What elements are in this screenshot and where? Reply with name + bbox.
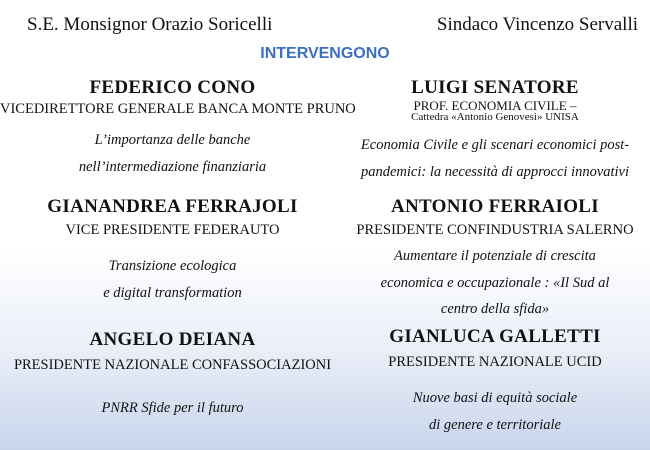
topic-line: economica e occupazionale : «Il Sud al bbox=[380, 274, 610, 291]
speaker-role: PRESIDENTE NAZIONALE UCID bbox=[388, 354, 602, 370]
speaker-role: PRESIDENTE CONFINDUSTRIA SALERNO bbox=[356, 222, 634, 238]
speaker-topic bbox=[340, 385, 650, 438]
speaker-name: GIANLUCA GALLETTI bbox=[389, 326, 601, 347]
header-right-guest: Sindaco Vincenzo Servalli bbox=[436, 14, 638, 35]
topic-line: Aumentare il potenziale di crescita bbox=[394, 248, 596, 264]
speaker-name: GIANANDREA FERRAJOLI bbox=[47, 196, 298, 217]
topic-line: pandemici: la necessità di approcci innovativi bbox=[360, 163, 630, 180]
speaker-name: FEDERICO CONO bbox=[89, 77, 256, 98]
header-left-guest: S.E. Monsignor Orazio Soricelli bbox=[27, 14, 273, 35]
speaker-role: VICEDIRETTORE GENERALE BANCA MONTE PRUNO bbox=[0, 101, 356, 117]
speaker-role: PROF. ECONOMIA CIVILE – bbox=[413, 98, 577, 113]
speaker-topic bbox=[0, 395, 345, 422]
speaker-role: VICE PRESIDENTE FEDERAUTO bbox=[65, 222, 280, 238]
topic-line: Transizione ecologica bbox=[108, 258, 237, 274]
speaker-topic bbox=[340, 243, 650, 323]
topic-line: e digital transformation bbox=[103, 284, 242, 301]
speaker-affiliation: Cattedra «Antonio Genovesi» UNISA bbox=[411, 111, 579, 123]
topic-line: di genere e territoriale bbox=[429, 416, 561, 433]
topic-line: Economia Civile e gli scenari economici post- bbox=[360, 137, 630, 153]
speaker-topic bbox=[0, 253, 345, 306]
speaker-name: LUIGI SENATORE bbox=[411, 77, 579, 98]
speaker-name: ANTONIO FERRAIOLI bbox=[391, 196, 599, 217]
topic-line: L’importanza delle banche bbox=[94, 132, 251, 148]
topic-line: PNRR Sfide per il futuro bbox=[101, 400, 244, 416]
speaker-name: ANGELO DEIANA bbox=[89, 329, 256, 350]
speaker-topic bbox=[0, 127, 345, 180]
speaker-role: PRESIDENTE NAZIONALE CONFASSOCIAZIONI bbox=[13, 357, 332, 373]
topic-line: Nuove basi di equità sociale bbox=[412, 390, 578, 406]
topic-line: nell’intermediazione finanziaria bbox=[78, 158, 267, 175]
topic-line: centro della sfida» bbox=[440, 301, 550, 317]
speaker-topic bbox=[340, 132, 650, 185]
section-heading: INTERVENGONO bbox=[260, 45, 390, 62]
